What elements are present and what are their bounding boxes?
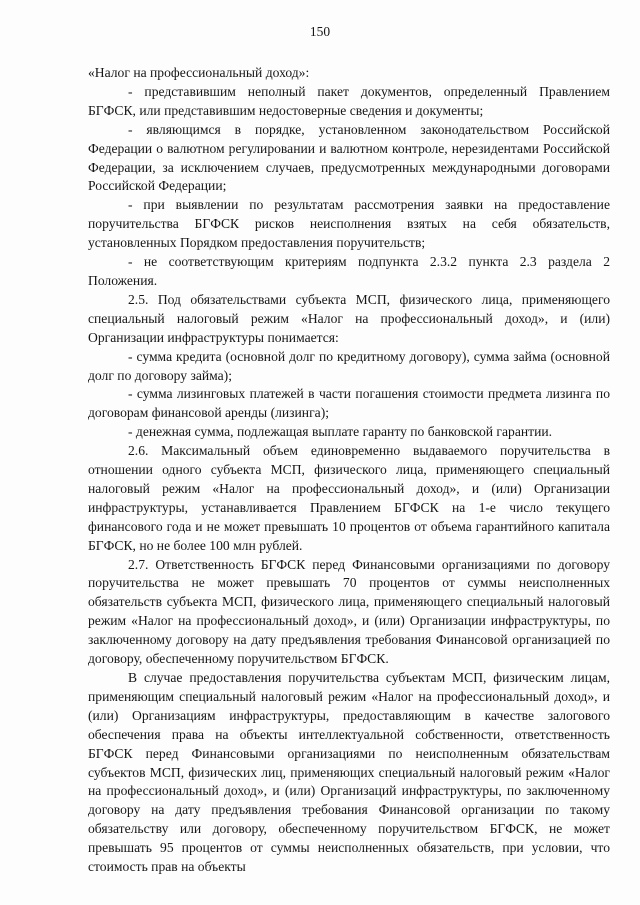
paragraph-9: 2.6. Максимальный объем единовременно выдаваемого поручительства в отношении одного субъекта МСП, физического лица, применяющего специальный налоговый режим «Налог на профессиональный доход», и (или) Организации инфраструктуры, устанавливается Правлением БГФСК на 1-е число текущего финансового года и не может превышать 10 процентов от объема гарантийного капитала БГФСК, но не более 100 млн рублей. xyxy=(88,443,610,553)
paragraph-3: - при выявлении по результатам рассмотрения заявки на предоставление поручительства БГФСК рисков неисполнения взятых на себя обязательств, установленных Порядком предоставления поручительств; xyxy=(88,197,610,251)
paragraph-11: В случае предоставления поручительства субъектам МСП, физическим лицам, применяющим специальный налоговый режим «Налог на профессиональный доход», и (или) Организациям инфраструктуры, предоставляющим в качестве залогового обеспечения права на объекты интеллектуальной собственности, ответственность БГФСК перед Финансовыми организациями по неисполненным обязательствам субъектов МСП, физических лиц, применяющих специальный налоговый режим «Налог на профессиональный доход», и (или) Организаций инфраструктуры, по заключенному договору на дату предъявления требования Финансовой организации по такому обязательству или договору, обеспеченному поручительством БГФСК, не может превышать 95 процентов от суммы неисполненных обязательств, при условии, что стоимость прав на объекты xyxy=(88,670,610,875)
paragraph-7: - сумма лизинговых платежей в части погашения стоимости предмета лизинга по договорам финансовой аренды (лизинга); xyxy=(88,386,610,421)
page-number: 150 xyxy=(309,24,331,39)
document-body xyxy=(88,64,610,877)
paragraph-0: «Налог на профессиональный доход»: xyxy=(88,65,310,80)
paragraph-1: - представившим неполный пакет документов, определенный Правлением БГФСК, или представившим недостоверные сведения и документы; xyxy=(88,83,610,118)
paragraph-6: - сумма кредита (основной долг по кредитному договору), сумма займа (основной долг по договору займа); xyxy=(88,348,610,383)
paragraph-4: - не соответствующим критериям подпункта 2.3.2 пункта 2.3 раздела 2 Положения. xyxy=(88,254,610,288)
paragraph-5: 2.5. Под обязательствами субъекта МСП, физического лица, применяющего специальный налоговый режим «Налог на профессиональный доход», и (или) Организации инфраструктуры понимается: xyxy=(88,291,610,345)
paragraph-8: - денежная сумма, подлежащая выплате гаранту по банковской гарантии. xyxy=(128,424,553,440)
paragraph-2: - являющимся в порядке, установленном законодательством Российской Федерации о валютном регулировании и валютном контроле, нерезидентами Российской Федерации, за исключением случаев, предусмотренных международными договорами Российской Федерации; xyxy=(88,121,610,194)
paragraph-10: 2.7. Ответственность БГФСК перед Финансовыми организациями по договору поручительства не может превышать 70 процентов от суммы неисполненных обязательств субъекта МСП, физического лица, применяющего специальный налоговый режим «Налог на профессиональный доход», и (или) Организации инфраструктуры, по заключенному договору на дату предъявления требования Финансовой организацией по договору, обеспеченному поручительством БГФСК. xyxy=(88,556,610,667)
